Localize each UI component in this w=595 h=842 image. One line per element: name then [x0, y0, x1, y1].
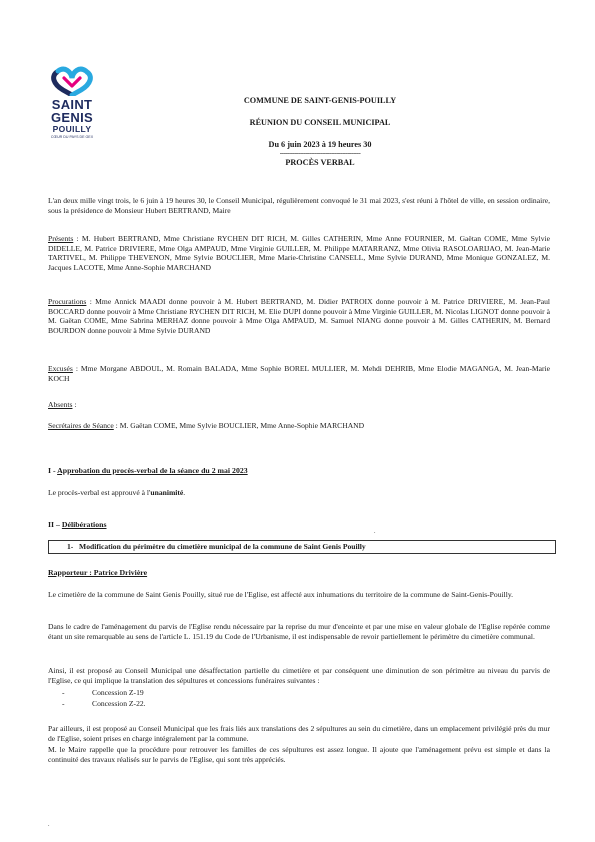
- item-1-number: 1-: [67, 542, 74, 551]
- secretaires-text: : M. Gaëtan COME, Mme Sylvie BOUCLIER, Mme Anne-Sophie MARCHAND: [113, 421, 365, 430]
- scan-mark: .: [374, 529, 376, 535]
- procurations-paragraph: [48, 297, 550, 335]
- section-1-prefix: I -: [48, 466, 58, 475]
- document-type: PROCÈS VERBAL: [285, 158, 355, 167]
- item-1-box: [48, 540, 556, 554]
- list-item: [62, 699, 146, 710]
- document-header: [200, 96, 440, 180]
- paragraph-4: Par ailleurs, il est proposé au Conseil Municipal que les frais liés aux translations des 2 sépultures au sein du cimetière, dans un emplacement privilégié près du mur de l'Eglise, soient prises en charge intégralement par la commune.: [48, 724, 550, 743]
- logo-line-pouilly: POUILLY: [52, 124, 92, 134]
- header-rule: --------------------------------------------: [279, 149, 361, 157]
- logo-tagline: CŒUR DU PAYS DE GEX: [50, 134, 94, 139]
- logo-line-saint: SAINT: [51, 97, 93, 112]
- commune-title: COMMUNE DE SAINT-GENIS-POUILLY: [243, 96, 397, 105]
- section-1-sentence: Le procès-verbal est approuvé à l': [48, 488, 151, 497]
- section-2-title: Délibérations: [61, 520, 107, 529]
- paragraph-2: Dans le cadre de l'aménagement du parvis de l'Eglise rendu nécessaire par la reprise du mur d'enceinte et par une mise en valeur globale de l'Eglise repérée comme étant un site remarquable au sens de l'article L. 151.19 du Code de l'Urbanisme, il est indispensable de revoir partiellement le périmètre du cimetière communal.: [48, 622, 550, 641]
- list-dash: -: [62, 688, 65, 697]
- secretaires-paragraph: [48, 421, 550, 431]
- list-dash: -: [62, 698, 65, 708]
- concession-label: Concession Z-22.: [92, 698, 146, 708]
- paragraph-1: Le cimetière de la commune de Saint Genis Pouilly, situé rue de l'Eglise, est affecté aux inhumations du territoire de la commune de Saint-Genis-Pouilly.: [48, 590, 514, 599]
- procurations-label: Procurations: [48, 297, 87, 306]
- secretaires-label: Secrétaires de Séance: [48, 421, 114, 430]
- absents-paragraph: [48, 400, 550, 410]
- item-1-title: Modification du périmètre du cimetière municipal de la commune de Saint Genis Pouilly: [79, 542, 366, 551]
- list-item: [62, 688, 146, 699]
- rapporteur: Rapporteur : Patrice Drivière: [48, 568, 148, 577]
- paragraph-5: M. le Maire rappelle que la procédure pour retrouver les familles de ces sépultures est assez longue. Il ajoute que l'aménagement prévu est simple et dans la continuité des travaux réalisés sur le parvis de l'Eglise, qui sont très appréciés.: [48, 745, 550, 764]
- section-1-heading: [48, 466, 248, 475]
- presents-paragraph: [48, 234, 550, 272]
- excuses-text: : Mme Morgane ABDOUL, M. Romain BALADA, Mme Sophie BOREL MULLIER, M. Mehdi DEHRIB, Mme Elodie MAGANGA, M. Jean-Marie KOCH: [48, 364, 550, 383]
- excuses-label: Excusés: [48, 364, 73, 373]
- presents-text: : M. Hubert BERTRAND, Mme Christiane RYCHEN DIT RICH, M. Gilles CATHERIN, Mme Anne FOURNIER, M. Gaëtan COME, Mme Sylvie DIDELLE, M. Patrice DRIVIERE, Mme Olga AMPAUD, Mme Virginie GUILLER, M. Philippe MATARRANZ, Mme Olivia RASOLOARIJAO, M. Jean-Marie TARTIVEL, M. Philippe THEVENON, Mme Sylvie BOUCLIER, Mme Marie-Christine CANSELL, Mme Sylvie DURAND, Mme Monique GONZALEZ, M. Jacques LACOTE, Mme Anne-Sophie MARCHAND: [48, 234, 550, 272]
- logo-line-genis: GENIS: [51, 110, 93, 125]
- meeting-date: Du 6 juin 2023 à 19 heures 30: [268, 140, 372, 149]
- absents-label: Absents: [48, 400, 73, 409]
- heart-logo-icon: [49, 66, 95, 96]
- concession-label: Concession Z-19: [92, 688, 144, 697]
- excuses-paragraph: [48, 364, 550, 383]
- city-logo: [44, 66, 100, 139]
- section-1-end: .: [183, 488, 186, 497]
- page-mark: .: [48, 822, 50, 828]
- section-2-heading: [48, 520, 107, 529]
- paragraph-3: Ainsi, il est proposé au Conseil Municipal une désaffectation partielle du cimetière et par conséquent une diminution de son périmètre au niveau du parvis de l'Eglise, ce qui implique la translation des sépultures et concessions funéraires suivantes :: [48, 666, 550, 685]
- section-1-text: [48, 488, 550, 498]
- section-1-unanimite: unanimité: [150, 488, 184, 497]
- section-2-prefix: II –: [48, 520, 62, 529]
- presents-label: Présents: [48, 234, 74, 243]
- intro-paragraph: L'an deux mille vingt trois, le 6 juin à 19 heures 30, le Conseil Municipal, régulièrement convoqué le 31 mai 2023, s'est réuni à l'hôtel de ville, en session ordinaire, sous la présidence de Monsieur Hubert BERTRAND, Maire: [48, 196, 550, 215]
- meeting-title: RÉUNION DU CONSEIL MUNICIPAL: [249, 118, 391, 127]
- procurations-text: : Mme Annick MAADI donne pouvoir à M. Hubert BERTRAND, M. Didier PATROIX donne pouvoir à M. Patrice DRIVIERE, M. Jean-Paul BOCCARD donne pouvoir à Mme Christiane RYCHEN DIT RICH, M. Elie DUPI donne pouvoir à Mme Virginie GUILLER, M. Nicolas LIGNOT donne pouvoir à M. Gaëtan COME, Mme Sabrina MERHAZ donne pouvoir à Mme Olga AMPAUD, M. Samuel NIANG donne pouvoir à M. Gilles CATHERIN, M. Bernard BOURDON donne pouvoir à Mme Sylvie DURAND: [48, 297, 550, 335]
- section-1-title: Approbation du procès-verbal de la séance du 2 mai 2023: [57, 466, 248, 475]
- absents-text: :: [72, 400, 77, 409]
- concession-list: [62, 688, 146, 709]
